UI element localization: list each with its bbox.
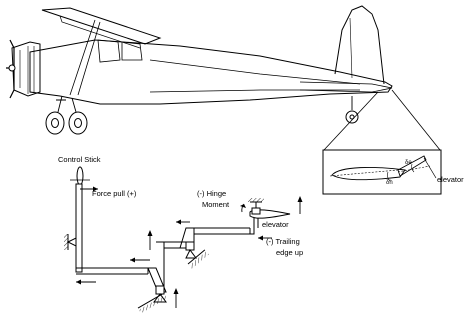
callout-projection — [324, 90, 440, 150]
control-stick-label: Control Stick — [58, 155, 101, 164]
bellcrank-1 — [148, 242, 166, 292]
elevator-callout-label: elevator — [437, 175, 464, 184]
airplane-drawing — [6, 6, 392, 134]
motion-arrows — [76, 220, 190, 309]
stick-ground-pivot — [64, 234, 76, 250]
wing-strut — [70, 20, 100, 95]
elevator-callout-box — [323, 150, 441, 194]
upper-wing — [42, 8, 160, 44]
trailing-edge-label-line1: (-) Trailing — [266, 237, 300, 246]
bellcrank-1-ground — [138, 294, 167, 313]
main-wheel-right — [69, 112, 87, 134]
bellcrank-2-ground — [186, 250, 209, 269]
tail-wheel — [346, 111, 358, 123]
delta-h-label: δh — [386, 180, 393, 186]
push-rod-2 — [164, 242, 186, 248]
main-wheel-left — [46, 112, 64, 134]
push-rod-1 — [76, 268, 148, 274]
horizontal-stabilizer — [300, 82, 392, 92]
control-stick-grip — [77, 167, 83, 185]
delta-e-label: δe — [405, 160, 412, 166]
hinge-moment-label-line2: Moment — [202, 200, 230, 209]
engine-cowling — [12, 42, 40, 96]
elevator-mechanism-label: elevator — [262, 220, 289, 229]
push-rod-3 — [186, 228, 250, 234]
fuselage — [30, 40, 392, 104]
control-stick — [70, 167, 90, 272]
hinge-moment-label-line1: (-) Hinge — [197, 189, 227, 198]
cockpit-windows — [98, 40, 142, 62]
force-pull-label: Force pull (+) — [92, 189, 137, 198]
trailing-edge-label-line2: edge up — [276, 248, 304, 257]
